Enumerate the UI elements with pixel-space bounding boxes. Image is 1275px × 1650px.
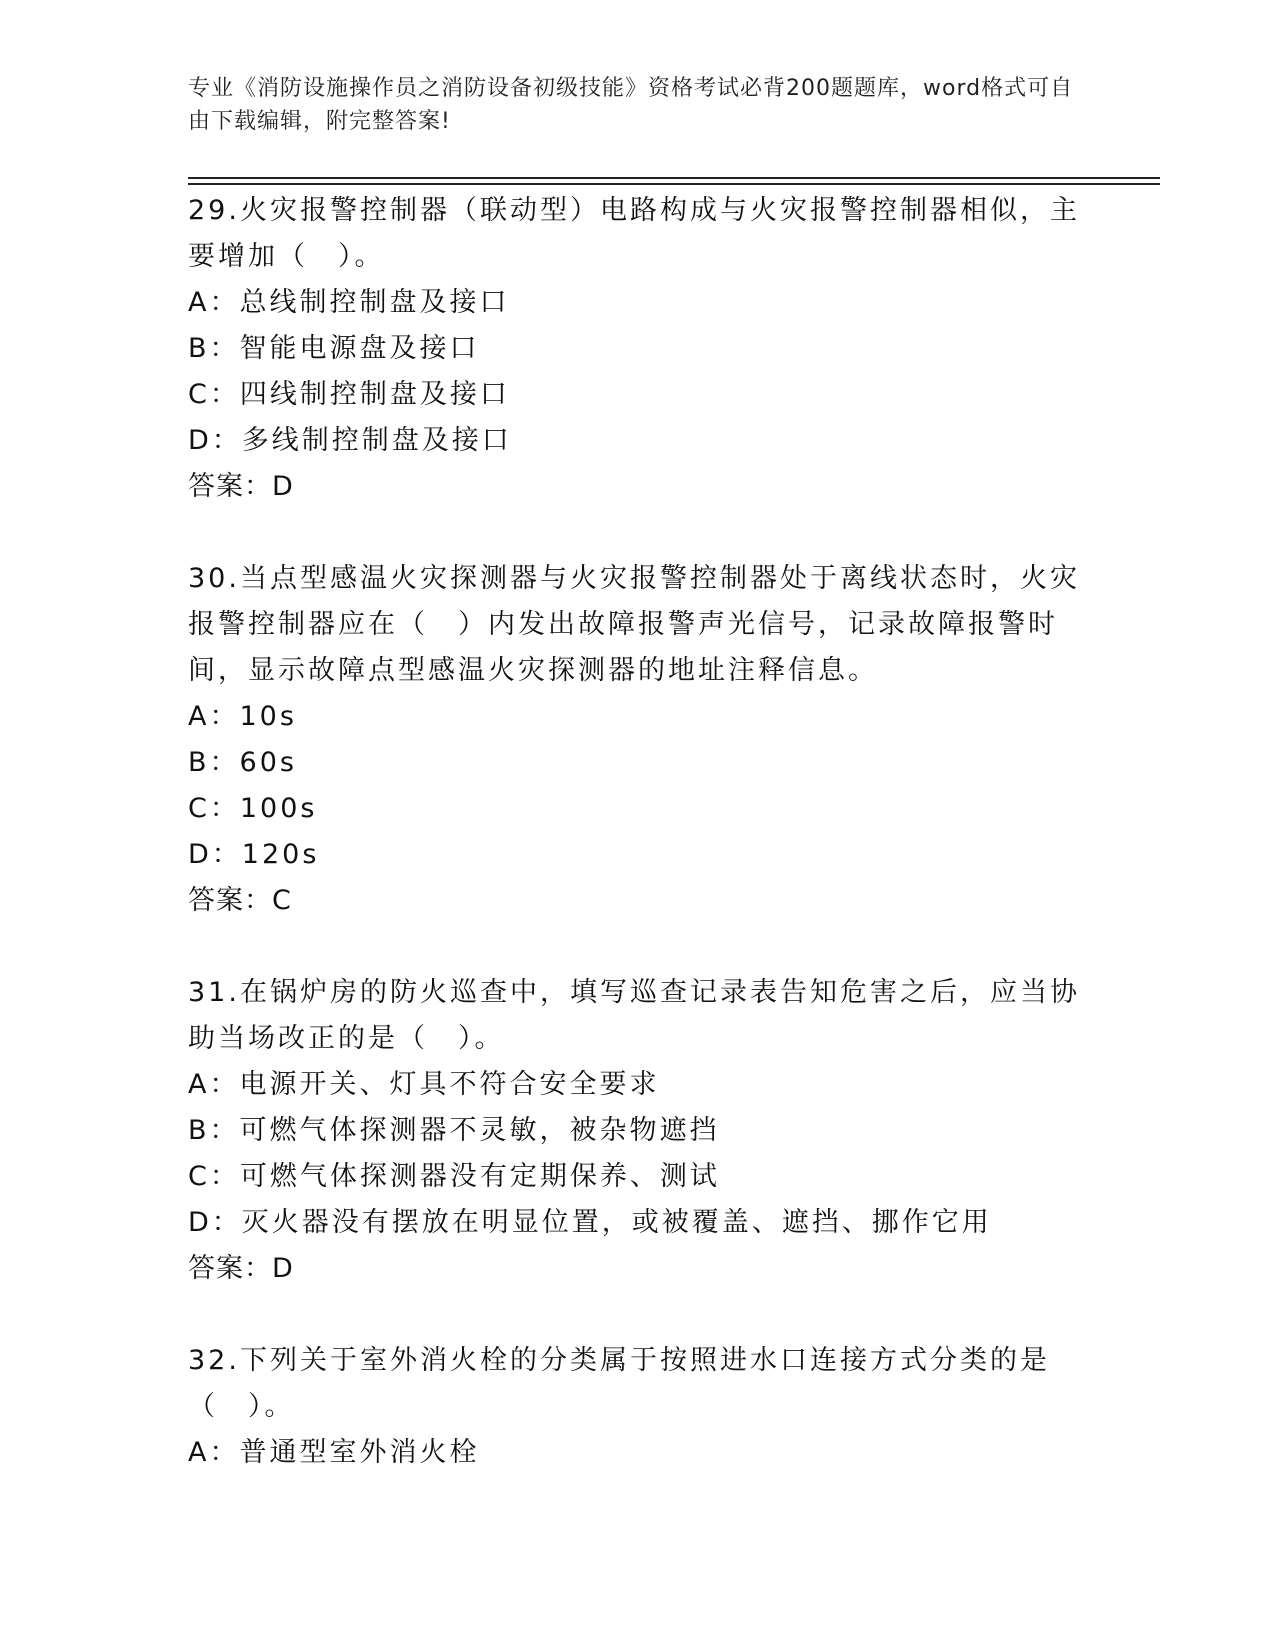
- answer: 答案：D: [188, 471, 294, 502]
- option-b: B：可燃气体探测器不灵敏，被杂物遮挡: [188, 1115, 720, 1146]
- question-32: [188, 1338, 1088, 1476]
- header-divider-top: [188, 177, 1160, 179]
- question-text: 30.当点型感温火灾探测器与火灾报警控制器处于离线状态时，火灾报警控制器应在（ ）内发出故障报警声光信号，记录故障报警时间，显示故障点型感温火灾探测器的地址注释信息。: [188, 563, 1080, 686]
- question-29: [188, 188, 1088, 510]
- option-a: A：普通型室外消火栓: [188, 1437, 480, 1468]
- question-text: 31.在锅炉房的防火巡查中，填写巡查记录表告知危害之后，应当协助当场改正的是（ ）。: [188, 977, 1080, 1054]
- document-header: 专业《消防设施操作员之消防设备初级技能》资格考试必背200题题库，word格式可自由下载编辑，附完整答案!: [188, 76, 1074, 134]
- option-c: C：可燃气体探测器没有定期保养、测试: [188, 1161, 720, 1192]
- option-d: D：120s: [188, 839, 320, 870]
- option-d: D：多线制控制盘及接口: [188, 425, 512, 456]
- header-divider-bottom: [188, 183, 1160, 185]
- question-text: 32.下列关于室外消火栓的分类属于按照进水口连接方式分类的是（ ）。: [188, 1345, 1050, 1422]
- question-30: [188, 556, 1088, 924]
- option-a: A：10s: [188, 701, 297, 732]
- answer: 答案：C: [188, 885, 292, 916]
- option-c: C：四线制控制盘及接口: [188, 379, 510, 410]
- option-c: C：100s: [188, 793, 318, 824]
- answer: 答案：D: [188, 1253, 294, 1284]
- option-a: A：电源开关、灯具不符合安全要求: [188, 1069, 660, 1100]
- option-a: A：总线制控制盘及接口: [188, 287, 510, 318]
- question-list: [188, 188, 1088, 1522]
- option-d: D：灭火器没有摆放在明显位置，或被覆盖、遮挡、挪作它用: [188, 1207, 992, 1238]
- option-b: B：60s: [188, 747, 297, 778]
- question-text: 29.火灾报警控制器（联动型）电路构成与火灾报警控制器相似，主要增加（ ）。: [188, 195, 1080, 272]
- question-31: [188, 970, 1088, 1292]
- option-b: B：智能电源盘及接口: [188, 333, 480, 364]
